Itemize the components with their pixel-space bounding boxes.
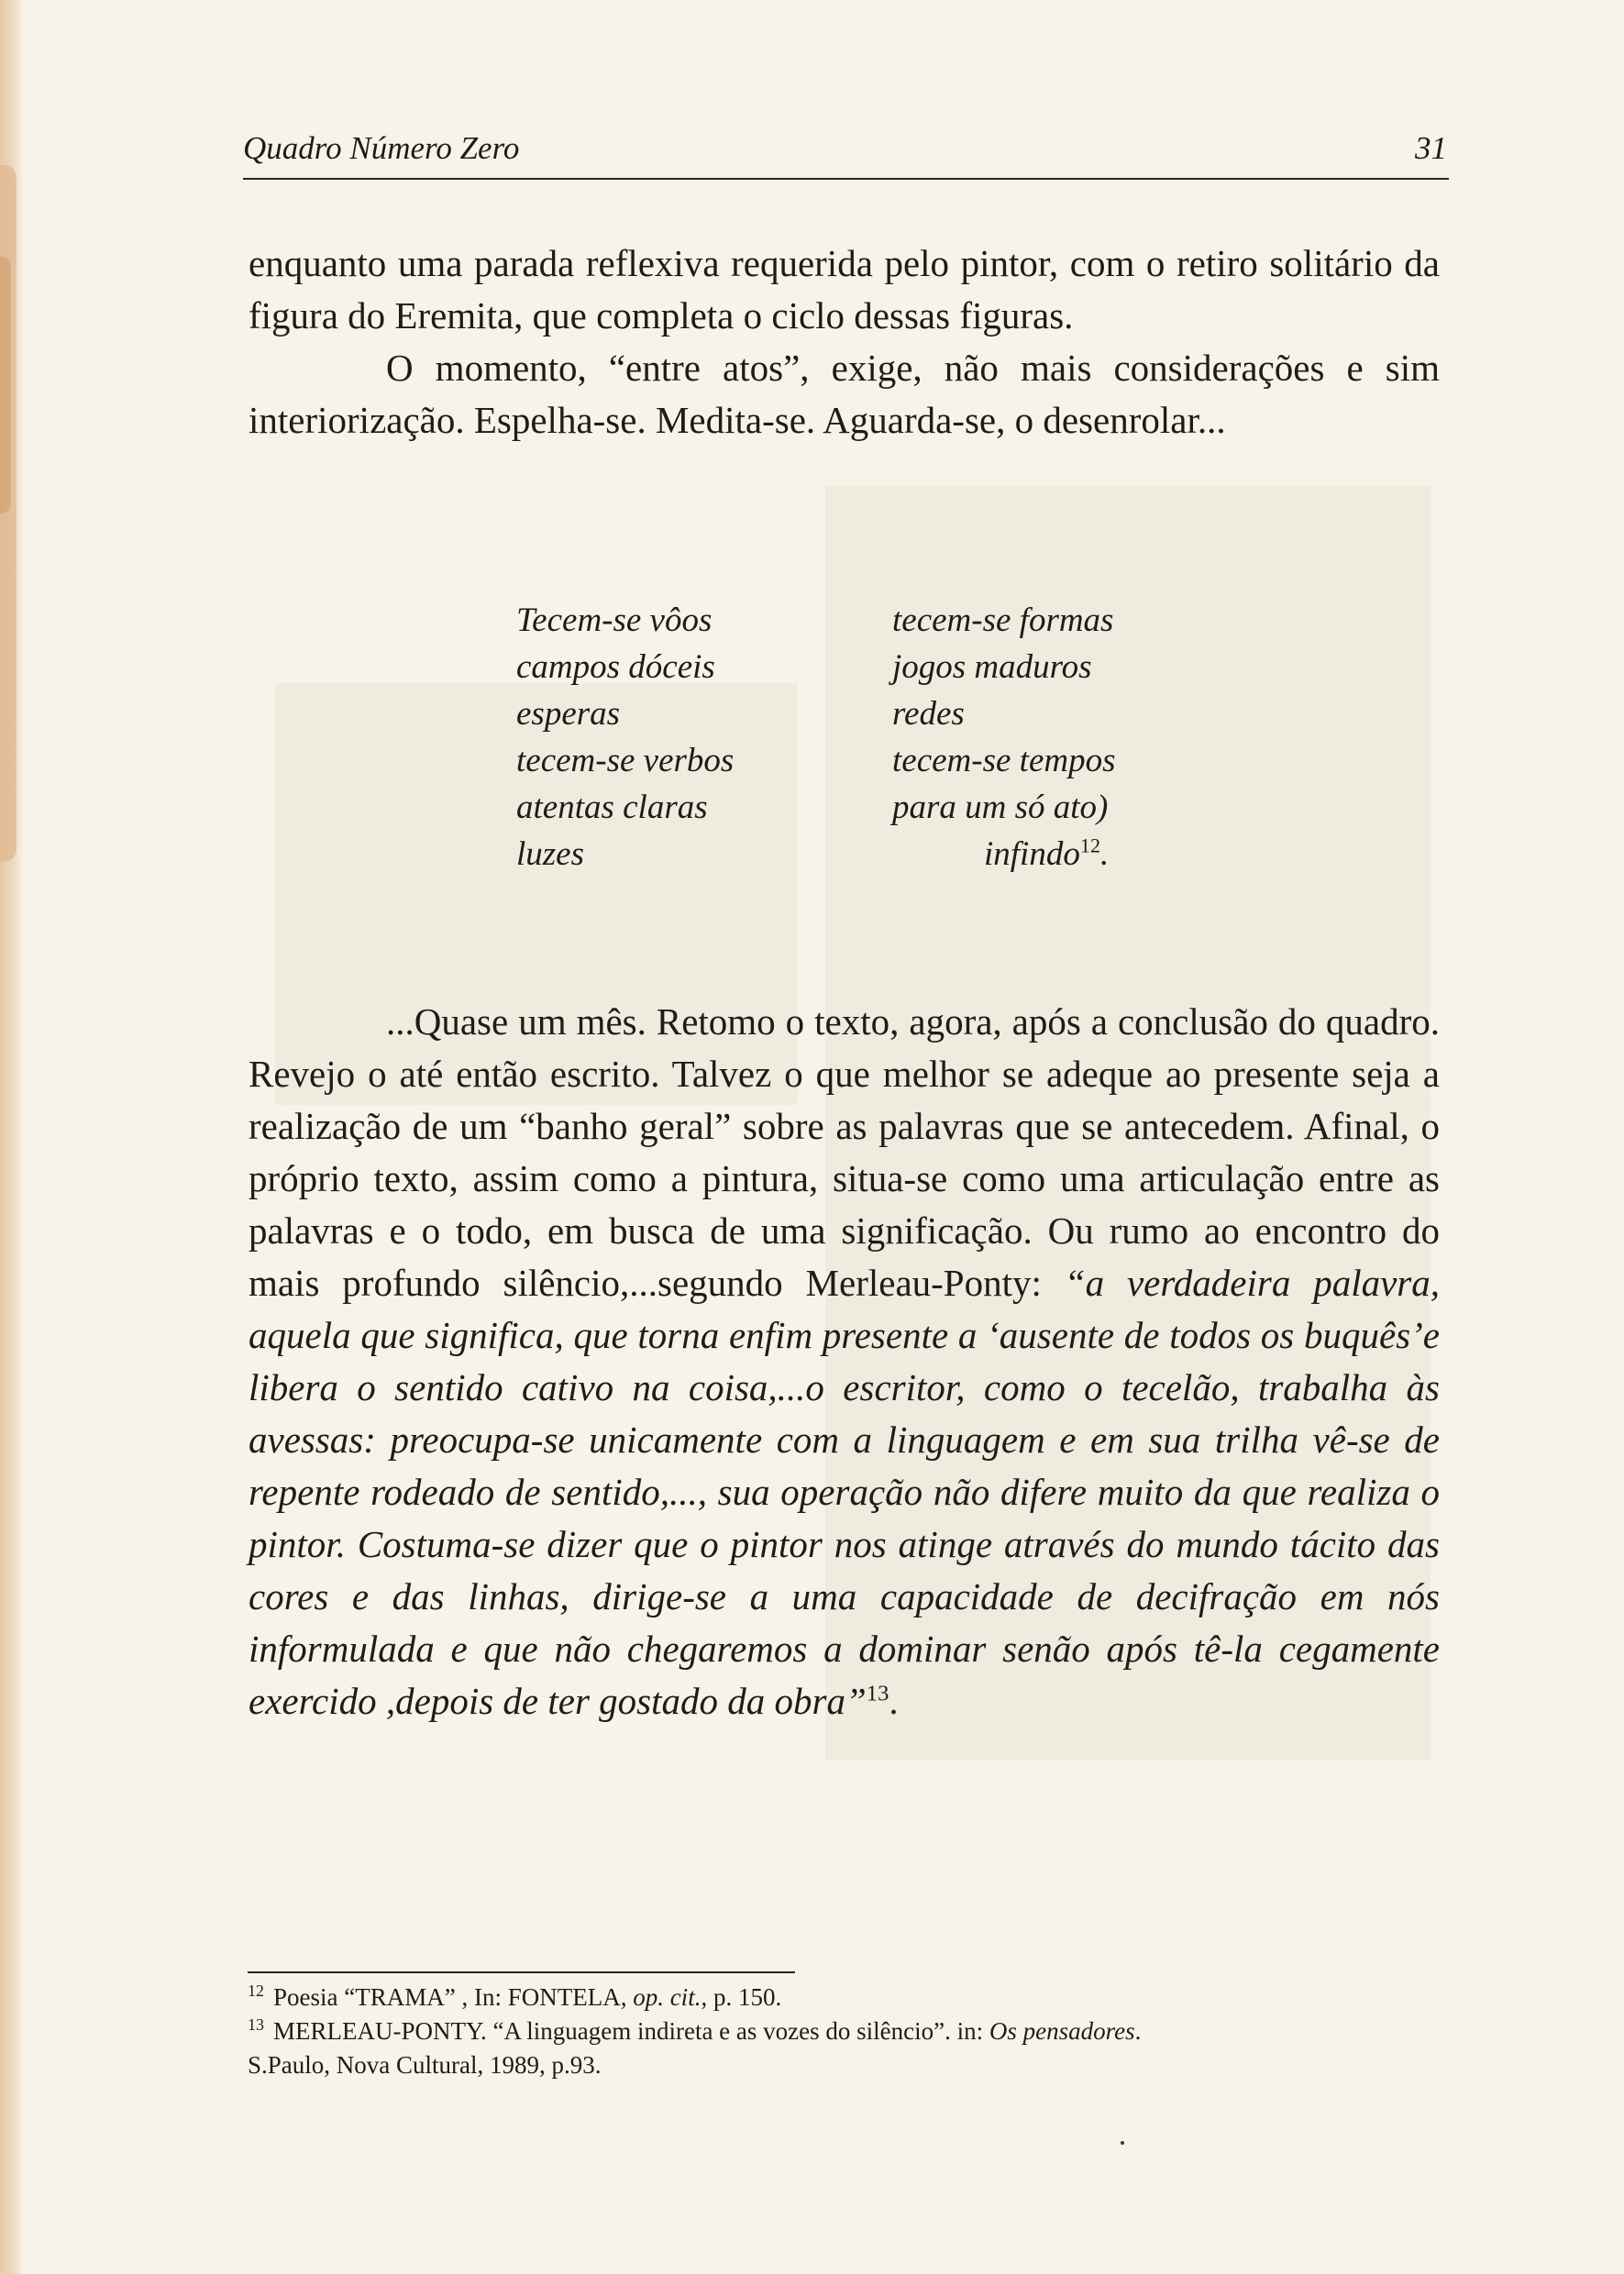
footnote-text: , p. 150. — [701, 1983, 782, 2011]
paragraph-text: enquanto uma parada reflexiva requerida pelo pintor, com o retiro solitário da figura do Eremita, que completa o ciclo dessas figuras. — [249, 242, 1440, 337]
footnote-text-italic: op. cit. — [633, 1983, 702, 2011]
poem-punct: . — [1100, 835, 1110, 873]
footnote-text: MERLEAU-PONTY. “A linguagem indireta e as vozes do silêncio”. in: — [273, 2017, 989, 2045]
speck — [1121, 2141, 1124, 2145]
footnotes — [248, 1981, 1439, 2082]
footnote-text-italic: Os pensadores — [989, 2017, 1135, 2045]
paragraph-end: . — [889, 1680, 899, 1722]
paragraph-text: ...Quase um mês. Retomo o texto, agora, após a conclusão do quadro. Revejo o até então escrito. Talvez o que melhor se adeque ao presente seja a realização de um “banho geral” sobre as palavras que se antecedem. Afinal, o próprio texto, assim como a pintura, situa-se como uma articulação entre as palavras e o todo, em busca de uma significação. Ou rumo ao encontro do mais profundo silêncio,...segundo Merleau-Ponty: — [249, 1000, 1440, 1304]
footnote-ref: 13 — [866, 1681, 889, 1706]
stain-mark — [0, 257, 11, 513]
footnote-13 — [248, 2015, 1439, 2082]
paragraph-text: O momento, “entre atos”, exige, não mais considerações e sim interiorização. Espelha-se. Medita-se. Aguarda-se, o desenrolar... — [249, 347, 1440, 441]
page-edge-stain — [0, 0, 24, 2274]
footnote-number: 13 — [248, 2015, 264, 2034]
poem-line: tecem-se verbos — [516, 742, 735, 779]
footnote-12 — [248, 1981, 1439, 2015]
poem-line: tecem-se formas — [892, 602, 1114, 639]
poem-line: jogos maduros — [892, 648, 1092, 686]
poem-line: tecem-se tempos — [892, 742, 1116, 779]
page-header — [243, 127, 1449, 180]
poem-line: redes — [892, 695, 965, 733]
poem-line: atentas claras — [516, 789, 708, 826]
poem-line: luzes — [516, 835, 584, 873]
footnote-text: S.Paulo, Nova Cultural, 1989, p.93. — [248, 2051, 602, 2079]
poem-column-left — [516, 597, 734, 878]
page-number: 31 — [1415, 130, 1447, 166]
poem-column-right — [892, 597, 1115, 878]
poem-line: campos dóceis — [516, 648, 715, 686]
paragraph-main — [249, 996, 1440, 1728]
footnote-text: . — [1134, 2017, 1142, 2045]
poem-last-word: infindo — [984, 835, 1080, 873]
poem-line: Tecem-se vôos — [516, 602, 713, 639]
footnote-text: Poesia “TRAMA” , In: FONTELA, — [273, 1983, 634, 2011]
poem-line-final — [892, 831, 1115, 878]
running-head: Quadro Número Zero — [243, 130, 520, 166]
footnote-number: 12 — [248, 1981, 264, 2000]
footnote-ref: 12 — [1079, 833, 1101, 857]
poem-line: esperas — [516, 695, 621, 733]
paragraph-intro — [249, 237, 1440, 447]
quotation: “a verdadeira palavra, aquela que significa, que torna enfim presente a ‘ausente de todos os buquês’e libera o sentido cativo na coisa,...o escritor, como o tecelão, trabalha às avessas: preocupa-se unicamente com a linguagem e em sua trilha vê-se de repente rodeado de sentido,..., sua operação não difere muito da que realiza o pintor. Costuma-se dizer que o pintor nos atinge através do mundo tácito das cores e das linhas, dirige-se a uma capacidade de decifração em nós informulada e que não chegaremos a dominar senão após tê-la cegamente exercido ,depois de ter gostado da obra” — [249, 1262, 1440, 1722]
footnote-rule — [248, 1971, 795, 1973]
poem-line: para um só ato) — [892, 789, 1109, 826]
